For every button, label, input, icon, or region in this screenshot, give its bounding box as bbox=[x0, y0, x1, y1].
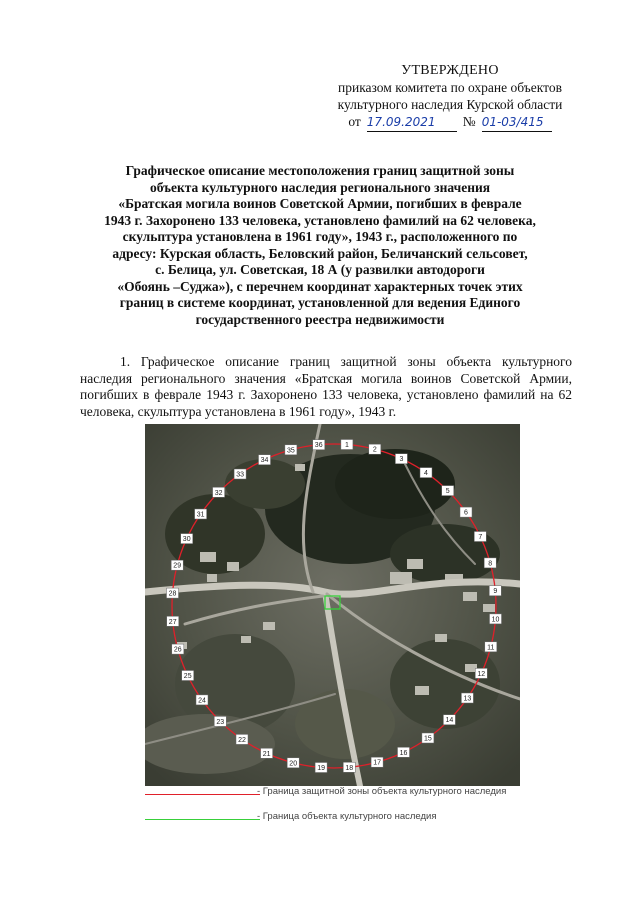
legend-heritage-object-label: - Граница объекта культурного наследия bbox=[257, 811, 437, 822]
boundary-point-label: 8 bbox=[488, 560, 493, 568]
title-line: адресу: Курская область, Беловский район, Беличанский сельсовет, bbox=[112, 245, 528, 261]
boundary-point-marker bbox=[195, 509, 207, 519]
boundary-point-marker bbox=[343, 762, 355, 772]
boundary-point-marker bbox=[489, 586, 501, 596]
boundary-point-label: 2 bbox=[372, 446, 377, 454]
boundary-point-label: 21 bbox=[262, 750, 271, 758]
boundary-point-marker bbox=[490, 614, 502, 624]
boundary-point-marker bbox=[214, 716, 226, 726]
boundary-point-marker bbox=[460, 507, 472, 517]
title-line: «Обоянь –Суджа»), с перечнем координат характерных точек этих bbox=[117, 278, 523, 294]
boundary-point-marker bbox=[398, 747, 410, 757]
boundary-point-label: 35 bbox=[287, 447, 295, 455]
boundary-point-label: 18 bbox=[345, 764, 354, 772]
legend-red-line bbox=[145, 794, 260, 795]
boundary-point-marker bbox=[315, 763, 327, 773]
number-field bbox=[482, 113, 552, 132]
boundary-point-marker bbox=[341, 440, 353, 450]
title-line: объекта культурного наследия регионального значения bbox=[149, 179, 491, 195]
boundary-point-label: 27 bbox=[168, 618, 177, 626]
boundary-point-marker bbox=[484, 558, 496, 568]
boundary-point-label: 34 bbox=[260, 457, 269, 465]
boundary-point-label: 23 bbox=[216, 718, 225, 726]
boundary-point-marker bbox=[213, 487, 225, 497]
boundary-point-label: 13 bbox=[463, 695, 472, 703]
boundary-point-label: 24 bbox=[198, 697, 206, 705]
boundary-point-label: 32 bbox=[214, 489, 223, 497]
title-line: границ в системе координат, установленной для ведения Единого bbox=[119, 295, 521, 310]
boundary-point-label: 4 bbox=[424, 470, 428, 478]
boundary-point-marker bbox=[313, 440, 325, 450]
number-prefix: № bbox=[462, 114, 476, 129]
boundary-point-marker bbox=[485, 642, 497, 652]
boundary-point-marker bbox=[395, 454, 407, 464]
title-line: с. Белица, ул. Советская, 18 А (у развилки автодороги bbox=[155, 262, 485, 277]
boundary-point-marker bbox=[422, 733, 434, 743]
boundary-point-label: 26 bbox=[173, 646, 182, 654]
boundary-point-marker bbox=[420, 468, 432, 478]
boundary-point-marker bbox=[371, 757, 383, 767]
boundary-point-marker bbox=[172, 644, 184, 654]
boundary-point-label: 5 bbox=[445, 488, 450, 496]
legend-green-line bbox=[145, 819, 260, 820]
boundary-point-marker bbox=[261, 748, 273, 758]
boundary-point-label: 25 bbox=[183, 673, 192, 680]
boundary-point-label: 20 bbox=[289, 760, 298, 768]
title-line: 1943 г. Захоронено 133 человека, установлено фамилий на 62 человека, bbox=[104, 212, 536, 228]
date-field bbox=[367, 113, 457, 132]
boundary-point-marker bbox=[259, 455, 271, 465]
boundary-point-marker bbox=[236, 734, 248, 744]
boundary-point-label: 9 bbox=[493, 588, 498, 596]
approval-title: УТВЕРЖДЕНО bbox=[401, 63, 499, 78]
boundary-point-label: 11 bbox=[487, 644, 495, 652]
boundary-point-marker bbox=[474, 532, 486, 542]
boundary-point-marker bbox=[285, 445, 297, 455]
boundary-point-marker bbox=[234, 469, 246, 479]
boundary-point-label: 7 bbox=[478, 534, 483, 541]
boundary-point-label: 15 bbox=[424, 735, 432, 743]
boundary-point-marker bbox=[287, 758, 299, 768]
boundary-point-marker bbox=[196, 695, 208, 705]
boundary-point-label: 31 bbox=[196, 511, 205, 519]
body-paragraph: 1. Графическое описание границ защитной зоны объекта культурного наследия регионального значения «Братская могила воинов Советской Армии, погибших в феврале 1943 г. Захоронено 133 человека, установлено фамилий на 62 человека, скульптура установлена в 1961 году», 1943 г. bbox=[80, 354, 572, 419]
boundary-point-marker bbox=[167, 588, 179, 598]
boundary-point-label: 19 bbox=[317, 765, 325, 772]
approval-block bbox=[300, 62, 600, 132]
boundary-point-marker bbox=[475, 668, 487, 678]
boundary-point-label: 16 bbox=[399, 749, 408, 757]
date-handwritten: 17.09.2021 bbox=[366, 115, 436, 129]
boundary-point-marker bbox=[182, 671, 194, 681]
boundary-point-marker bbox=[171, 560, 183, 570]
boundary-point-label: 3 bbox=[399, 456, 404, 464]
document-title bbox=[70, 163, 570, 328]
boundary-point-label: 17 bbox=[373, 759, 381, 767]
boundary-point-label: 1 bbox=[344, 442, 349, 449]
boundary-point-label: 29 bbox=[173, 562, 182, 570]
legend-heritage-object bbox=[145, 811, 565, 829]
legend-protective-zone bbox=[145, 786, 565, 804]
approval-line-1: приказом комитета по охране объектов bbox=[338, 80, 562, 95]
boundary-point-label: 33 bbox=[236, 471, 244, 479]
boundary-point-marker bbox=[461, 693, 473, 703]
number-handwritten: 01-03/415 bbox=[481, 115, 544, 129]
boundary-point-marker bbox=[181, 534, 193, 544]
boundary-point-label: 30 bbox=[182, 536, 191, 544]
approval-line-2: культурного наследия Курской области bbox=[337, 97, 563, 112]
boundary-point-label: 12 bbox=[477, 670, 486, 678]
title-line: Графическое описание местоположения границ защитной зоны bbox=[125, 163, 515, 178]
boundary-point-label: 6 bbox=[464, 509, 468, 517]
title-line: «Братская могила воинов Советской Армии, погибших в феврале bbox=[118, 196, 522, 211]
legend-protective-zone-label: - Граница защитной зоны объекта культурного наследия bbox=[257, 786, 507, 797]
satellite-map bbox=[145, 424, 520, 786]
boundary-point-marker bbox=[167, 616, 179, 626]
boundary-point-marker bbox=[369, 444, 381, 454]
boundary-point-label: 22 bbox=[238, 736, 246, 744]
boundary-point-label: 14 bbox=[445, 717, 454, 725]
title-line: скульптура установлена в 1961 году», 1943 г., расположенного по bbox=[122, 229, 518, 244]
title-line: государственного реестра недвижимости bbox=[195, 311, 445, 327]
date-prefix: от bbox=[348, 114, 361, 129]
boundary-point-label: 28 bbox=[168, 590, 177, 598]
boundary-point-label: 10 bbox=[491, 616, 500, 624]
approval-date-number-row bbox=[300, 113, 600, 132]
boundary-point-label: 36 bbox=[314, 442, 323, 450]
boundary-point-marker bbox=[443, 715, 455, 725]
boundary-point-marker bbox=[442, 486, 454, 496]
